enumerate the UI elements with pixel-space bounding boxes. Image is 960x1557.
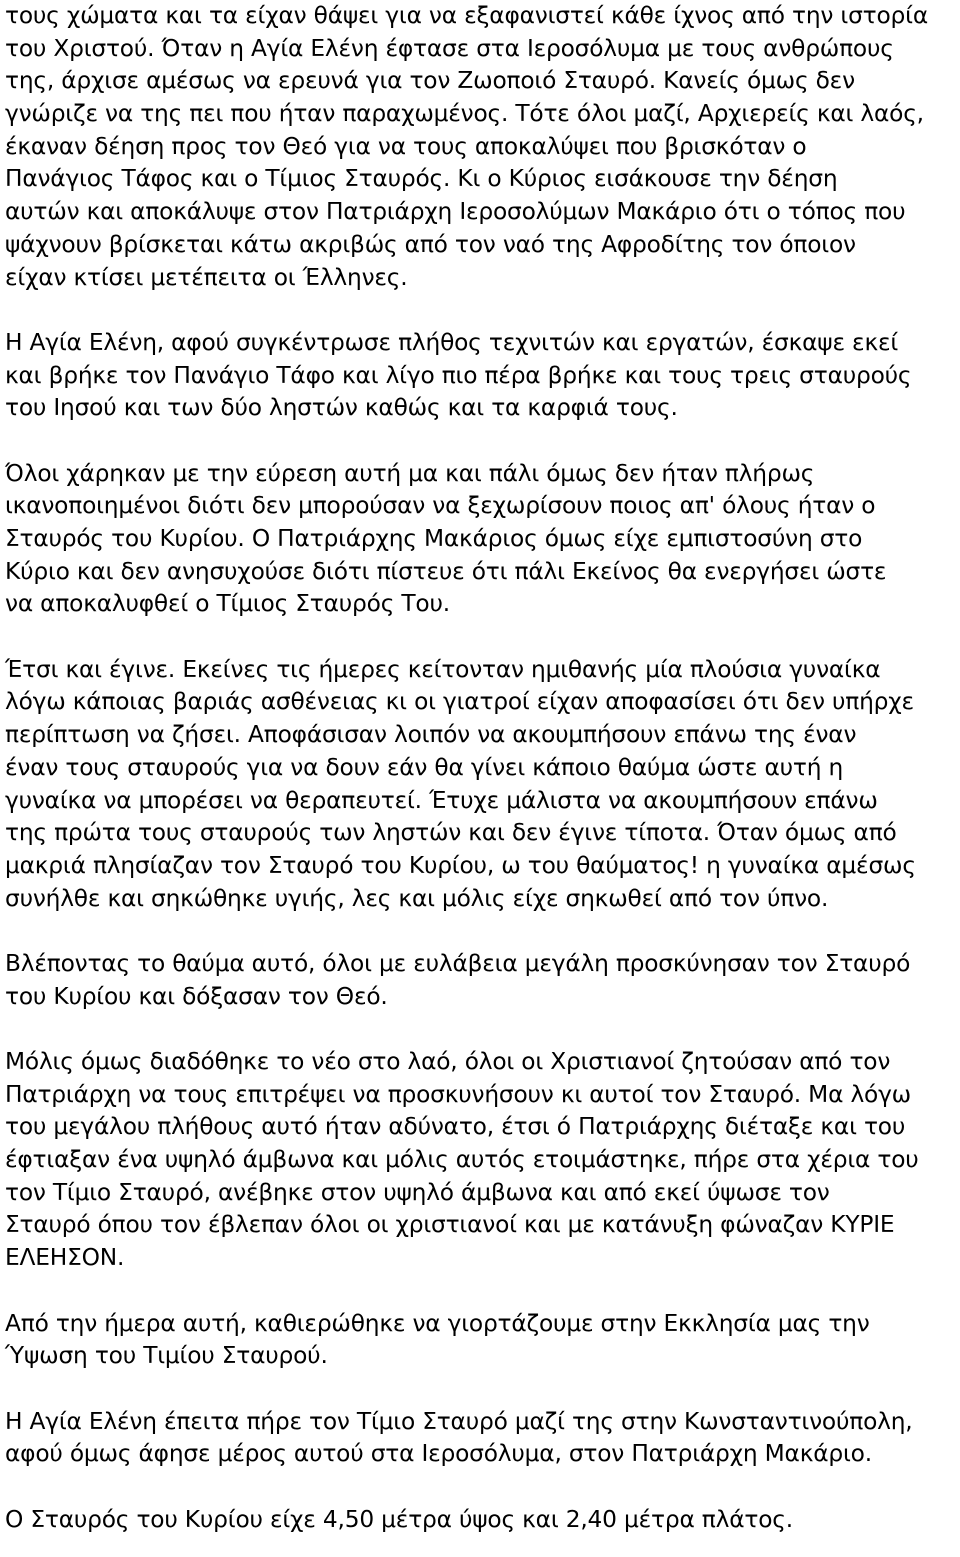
text-line: του Κυρίου και δόξασαν τον Θεό. [5, 982, 388, 1010]
text-line: του μεγάλου πλήθους αυτό ήταν αδύνατο, έτσι ό Πατριάρχης διέταξε και του [5, 1113, 906, 1141]
paragraph-excavation [5, 327, 960, 425]
text-line: είχαν κτίσει μετέπειτα οι Έλληνες. [5, 263, 408, 291]
paragraph-spacer [5, 294, 960, 327]
paragraph-spacer [5, 621, 960, 654]
text-line: αφού όμως άφησε μέρος αυτού στα Ιεροσόλυμα, στον Πατριάρχη Μακάριο. [5, 1440, 872, 1468]
text-line: Η Αγία Ελένη, αφού συγκέντρωσε πλήθος τεχνιτών και εργατών, έσκαψε εκεί [5, 328, 899, 356]
paragraph-spacer [5, 1471, 960, 1504]
text-line: Σταυρός του Κυρίου. Ο Πατριάρχης Μακάριος όμως είχε εμπιστοσύνη στο [5, 525, 863, 552]
text-line: ικανοποιημένοι διότι δεν μπορούσαν να ξεχωρίσουν ποιος απ' όλους ήταν ο [5, 492, 876, 520]
text-line: Ύψωση του Τιμίου Σταυρού. [5, 1342, 328, 1370]
paragraph-miracle [5, 654, 960, 916]
paragraph-constantinople [5, 1406, 960, 1471]
paragraph-veneration [5, 948, 960, 1013]
text-line: Ο Σταυρός του Κυρίου είχε 4,50 μέτρα ύψος και 2,40 μέτρα πλάτος. [5, 1505, 793, 1533]
text-line: περίπτωση να ζήσει. Αποφάσισαν λοιπόν να ακουμπήσουν επάνω της έναν [5, 721, 857, 749]
text-line: του Χριστού. Όταν η Αγία Ελένη έφτασε στα Ιεροσόλυμα με τους ανθρώπους [5, 34, 894, 62]
text-line: αυτών και αποκάλυψε στον Πατριάρχη Ιεροσολύμων Μακάριο ότι ο τόπος που [5, 198, 906, 226]
text-line: ψάχνουν βρίσκεται κάτω ακριβώς από τον ναό της Αφροδίτης τον όποιον [5, 230, 856, 258]
text-line: Σταυρό όπου τον έβλεπαν όλοι οι χριστιανοί και με κατάνυξη φώναζαν ΚΥΡΙΕ [5, 1211, 895, 1239]
text-line: έναν τους σταυρούς για να δουν εάν θα γίνει κάποιο θαύμα ώστε αυτή η [5, 753, 844, 781]
text-line: να αποκαλυφθεί ο Τίμιος Σταυρός Του. [5, 590, 450, 618]
paragraph-spacer [5, 1275, 960, 1308]
text-line: Βλέποντας το θαύμα αυτό, όλοι με ευλάβεια μεγάλη προσκύνησαν τον Σταυρό [5, 949, 911, 977]
text-line: μακριά πλησίαζαν τον Σταυρό του Κυρίου, ω του θαύματος! η γυναίκα αμέσως [5, 851, 916, 879]
text-line: τους χώματα και τα είχαν θάψει για να εξαφανιστεί κάθε ίχνος από την ιστορία [5, 2, 928, 29]
paragraph-identification [5, 458, 960, 621]
text-line: Η Αγία Ελένη έπειτα πήρε τον Τίμιο Σταυρό μαζί της στην Κωνσταντινούπολη, [5, 1407, 913, 1435]
paragraph-exaltation [5, 1046, 960, 1275]
paragraph-dimensions [5, 1504, 960, 1537]
paragraph-discovery-intro [5, 0, 960, 294]
text-line: της, άρχισε αμέσως να ερευνά για τον Ζωοποιό Σταυρό. Κανείς όμως δεν [5, 67, 855, 95]
text-line: τον Τίμιο Σταυρό, ανέβηκε στον υψηλό άμβωνα και από εκεί ύψωσε τον [5, 1178, 830, 1206]
text-line: Κύριο και δεν ανησυχούσε διότι πίστευε ότι πάλι Εκείνος θα ενεργήσει ώστε [5, 557, 887, 585]
text-line: γυναίκα να μπορέσει να θεραπευτεί. Έτυχε μάλιστα να ακουμπήσουν επάνω [5, 786, 878, 814]
paragraph-spacer [5, 1373, 960, 1406]
paragraph-feast [5, 1308, 960, 1373]
text-line: ΕΛΕΗΣΟΝ. [5, 1244, 125, 1272]
text-line: και βρήκε τον Πανάγιο Τάφο και λίγο πιο πέρα βρήκε και τους τρεις σταυρούς [5, 361, 912, 389]
paragraph-spacer [5, 915, 960, 948]
text-line: της πρώτα τους σταυρούς των ληστών και δεν έγινε τίποτα. Όταν όμως από [5, 819, 897, 847]
text-line: Πατριάρχη να τους επιτρέψει να προσκυνήσουν κι αυτοί τον Σταυρό. Μα λόγω [5, 1080, 911, 1108]
text-line: Μόλις όμως διαδόθηκε το νέο στο λαό, όλοι οι Χριστιανοί ζητούσαν από τον [5, 1048, 891, 1075]
text-line: γνώριζε να της πει που ήταν παραχωμένος. Τότε όλοι μαζί, Αρχιερείς και λαός, [5, 100, 924, 128]
text-line: έκαναν δέηση προς τον Θεό για να τους αποκαλύψει που βρισκόταν ο [5, 132, 807, 160]
text-line: Πανάγιος Τάφος και ο Τίμιος Σταυρός. Κι ο Κύριος εισάκουσε την δέηση [5, 165, 838, 193]
document-page [5, 0, 960, 1536]
text-line: Όλοι χάρηκαν με την εύρεση αυτή μα και πάλι όμως δεν ήταν πλήρως [5, 459, 815, 487]
text-line: έφτιαξαν ένα υψηλό άμβωνα και μόλις αυτός ετοιμάστηκε, πήρε στα χέρια του [5, 1146, 919, 1174]
text-line: Από την ήμερα αυτή, καθιερώθηκε να γιορτάζουμε στην Εκκλησία μας την [5, 1309, 870, 1337]
paragraph-spacer [5, 425, 960, 458]
text-line: λόγω κάποιας βαριάς ασθένειας κι οι γιατροί είχαν αποφασίσει ότι δεν υπήρχε [5, 688, 914, 716]
paragraph-spacer [5, 1013, 960, 1046]
text-line: του Ιησού και των δύο ληστών καθώς και τα καρφιά τους. [5, 394, 678, 422]
text-line: Έτσι και έγινε. Εκείνες τις ήμερες κείτονταν ημιθανής μία πλούσια γυναίκα [5, 655, 881, 683]
text-line: συνήλθε και σηκώθηκε υγιής, λες και μόλις είχε σηκωθεί από τον ύπνο. [5, 884, 829, 912]
